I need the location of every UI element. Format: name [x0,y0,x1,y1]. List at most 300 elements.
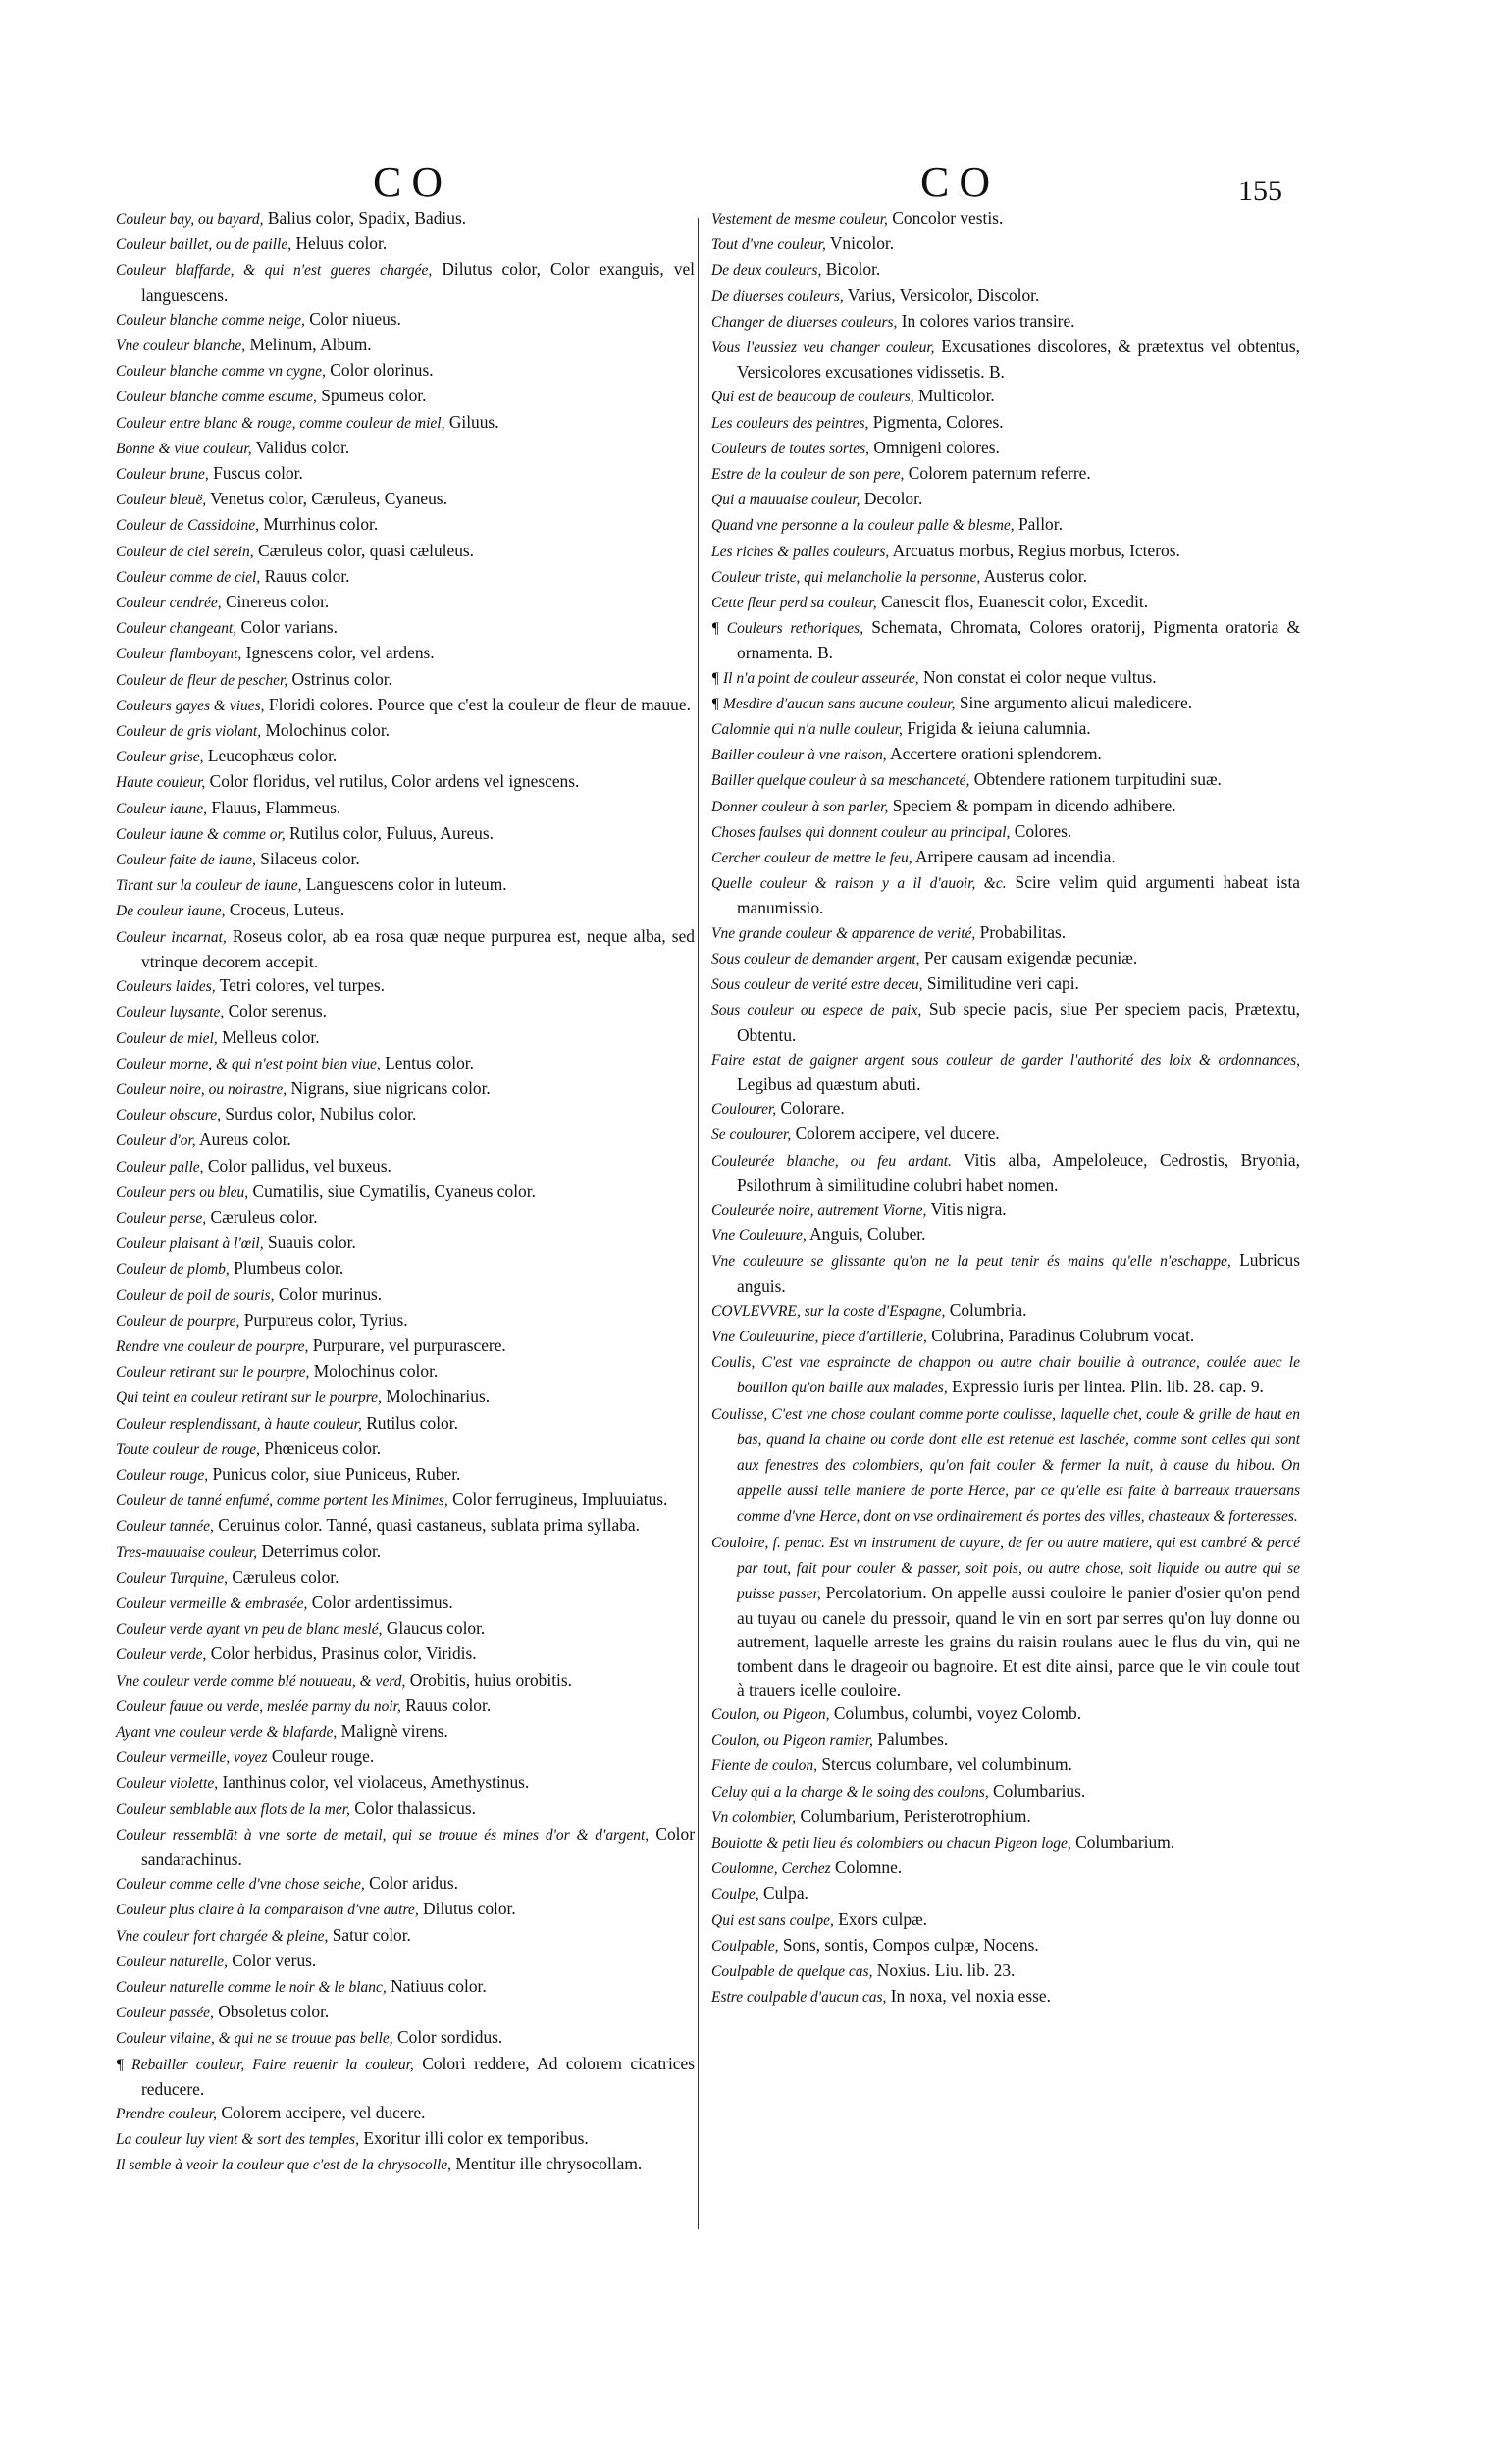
entry-french: Rendre vne couleur de pourpre, [116,1337,309,1355]
dictionary-entry [116,1359,695,1384]
entry-latin: Lentus color. [380,1052,474,1072]
entry-french: Couleur de ciel serein, [116,543,254,560]
entry-french: Bailler quelque couleur à sa meschanceté, [711,772,970,790]
entry-latin: Color serenus. [224,1001,328,1021]
dictionary-entry [711,284,1300,309]
entry-latin: Exoritur illi color ex temporibus. [358,2128,589,2149]
entry-french: De couleur iaune, [116,903,226,920]
dictionary-entry [711,845,1300,870]
dictionary-entry [116,257,695,306]
dictionary-entry [711,665,1300,691]
entry-french: COVLEVVRE, sur la coste d'Espagne, [711,1302,946,1320]
entry-latin: Glaucus color. [382,1618,486,1639]
entry-french: Vn colombier, [711,1808,797,1826]
entry-french: Couleur plaisant à l'œil, [116,1235,264,1253]
entry-latin: Melleus color. [217,1026,320,1047]
dictionary-entry [116,1923,695,1949]
entry-latin: Sub specie pacis, siue Per speciem pacis, Prætextu, Obtentu. [737,999,1301,1045]
dictionary-entry [711,997,1300,1046]
dictionary-entry [116,769,695,795]
dictionary-entry [711,539,1300,564]
entry-french: Couleur violette, [116,1775,219,1793]
dictionary-entry [116,539,695,564]
dictionary-entry [116,615,695,641]
entry-latin: Sine argumento alicui maledicere. [955,692,1193,712]
entry-latin: Ostrinus color. [287,668,392,689]
right-running-head: CO [920,158,1001,206]
entry-french: Vne couleur fort chargée & pleine, [116,1927,329,1945]
entry-latin: Colorem paternum referre. [904,463,1091,484]
entry-latin: Satur color. [328,1924,411,1945]
dictionary-entry [116,487,695,512]
dictionary-entry [116,1642,695,1667]
entry-latin: Deterrimus color. [257,1540,382,1561]
entry-latin: Flauus, Flammeus. [207,797,341,817]
dictionary-entry [711,794,1300,819]
dictionary-entry [711,487,1300,512]
entry-french: Couleur comme celle d'vne chose seiche, [116,1876,365,1894]
entry-french: Quelle couleur & raison y a il d'auoir, &c. [711,875,1007,893]
entry-latin: Pallor. [1014,514,1063,535]
entry-latin: Rauus color. [260,565,350,586]
entry-latin: Malignè virens. [337,1720,448,1741]
entry-latin: Croceus, Luteus. [225,900,345,920]
entry-french: Couleur obscure, [116,1107,222,1124]
entry-latin: Palumbes. [872,1729,949,1749]
entry-french: Les couleurs des peintres, [711,414,869,432]
entry-latin: Omnigeni colores. [869,437,1000,457]
dictionary-entry [711,1855,1300,1881]
entry-french: Toute couleur de rouge, [116,1440,260,1458]
column-divider [698,218,699,2229]
entry-french: Couleur comme de ciel, [116,568,261,586]
dictionary-entry [711,590,1300,615]
entry-french: ¶ Mesdire d'aucun sans aucune couleur, [711,695,956,712]
entry-french: Vne couleuure se glissante qu'on ne la peut tenir és mains qu'elle n'eschappe, [711,1253,1231,1271]
entry-latin: Stercus columbare, vel columbinum. [817,1754,1072,1775]
dictionary-entry [116,307,695,333]
dictionary-entry [116,2152,695,2177]
dictionary-entry [711,1248,1300,1297]
entry-latin: Cumatilis, siue Cymatilis, Cyaneus color. [248,1180,536,1201]
dictionary-entry [711,946,1300,971]
dictionary-entry [711,1223,1300,1248]
dictionary-entry [116,847,695,872]
dictionary-entry [116,718,695,744]
entry-latin: Fuscus color. [208,463,303,484]
entry-french: Couleur faite de iaune, [116,852,256,869]
dictionary-entry [116,1719,695,1745]
entry-french: Calomnie qui n'a nulle couleur, [711,721,903,739]
dictionary-entry [116,1513,695,1539]
dictionary-entry [711,1401,1300,1530]
dictionary-entry [116,1051,695,1076]
entry-latin: Decolor. [860,489,923,509]
entry-french: Se coulourer, [711,1126,792,1144]
entry-latin: Color varians. [236,617,338,638]
entry-french: Il semble à veoir la couleur que c'est de la chrysocolle, [116,2157,452,2174]
entry-french: ¶ Rebailler couleur, Faire reuenir la couleur, [116,2056,414,2073]
dictionary-entry [116,641,695,666]
entry-latin: Arripere causam ad incendia. [912,847,1116,867]
entry-french: Couleurée blanche, ou feu ardant. [711,1152,952,1170]
entry-french: Couleur blanche comme vn cygne, [116,363,326,381]
entry-latin: Rauus color. [400,1695,492,1715]
entry-latin: Murrhinus color. [258,514,379,535]
dictionary-entry [116,590,695,615]
entry-french: Couleur semblable aux flots de la mer, [116,1801,350,1818]
entry-french: Couleur incarnat, [116,928,227,946]
dictionary-entry [116,1102,695,1127]
entry-french: Couleur brune, [116,466,209,484]
entry-french: Faire estat de gaigner argent sous couleur de garder l'authorité des loix & ordonnances, [711,1051,1300,1069]
entry-french: Couleur de gris violant, [116,723,262,741]
dictionary-entry [116,1256,695,1281]
dictionary-entry [116,1384,695,1410]
entry-latin: Colorare. [776,1098,845,1119]
dictionary-entry [116,1411,695,1436]
entry-french: Bailler couleur à vne raison, [711,747,887,764]
dictionary-entry [116,1540,695,1565]
dictionary-entry [116,1127,695,1153]
entry-french: Sous couleur de verité estre deceu, [711,976,923,994]
dictionary-entry [116,1487,695,1513]
entry-french: Couleur de Cassidoine, [116,517,259,535]
entry-french: Vestement de mesme couleur, [711,211,888,228]
entry-latin: Rutilus color. [361,1412,458,1433]
entry-french: Vous l'eussiez veu changer couleur, [711,339,935,357]
dictionary-entry [711,309,1300,335]
entry-french: Couleur blanche comme neige, [116,311,305,329]
dictionary-entry [116,1462,695,1487]
dictionary-entry [116,2101,695,2126]
dictionary-entry [116,744,695,769]
entry-latin: Color ferrugineus, Impluuiatus. [447,1489,668,1510]
entry-latin: Vnicolor. [825,234,895,254]
entry-latin: Heluus color. [291,234,388,254]
entry-latin: Expressio iuris per lintea. Plin. lib. 28. cap. 9. [947,1377,1264,1397]
entry-french: Couleur fauue ou verde, meslée parmy du noir, [116,1697,401,1715]
entry-french: Celuy qui a la charge & le soing des coulons, [711,1783,989,1801]
entry-latin: Languescens color in luteum. [301,874,507,895]
dictionary-entry [116,924,695,973]
dictionary-entry [711,1752,1300,1778]
entry-latin: Legibus ad quæstum abuti. [737,1073,921,1094]
entry-latin: Color verus. [227,1950,317,1970]
dictionary-entry [711,1324,1300,1349]
entry-latin: Nigrans, siue nigricans color. [287,1077,491,1098]
entry-french: Tres-mauuaise couleur, [116,1543,258,1561]
dictionary-entry [711,691,1300,716]
entry-french: Coulon, ou Pigeon ramier, [711,1732,873,1749]
dictionary-entry [711,1701,1300,1727]
dictionary-entry [116,384,695,409]
entry-french: Couleur naturelle comme le noir & le blanc, [116,1979,387,1997]
entry-latin: Plumbeus color. [229,1258,344,1279]
dictionary-entry [711,257,1300,283]
dictionary-entry [116,1822,695,1871]
entry-latin: Dilutus color, Color exanguis, vel languescens. [141,259,696,305]
dictionary-entry [116,1797,695,1822]
entry-french: La couleur luy vient & sort des temples, [116,2131,359,2149]
entry-french: Couleur blaffarde, & qui n'est gueres chargée, [116,262,433,280]
entry-latin: Purpureus color, Tyrius. [239,1309,408,1330]
entry-french: Couleur plus claire à la comparaison d'vne autre, [116,1902,419,1919]
entry-french: Vne couleur verde comme blé nouueau, & verd, [116,1672,406,1690]
entry-french: Couleur ressemblāt à vne sorte de metail, qui se trouue és mines d'or & d'argent, [116,1826,650,1844]
entry-french: Couleur bleuë, [116,492,207,509]
dictionary-entry [116,898,695,923]
entry-latin: Punicus color, siue Puniceus, Ruber. [208,1463,461,1484]
entry-french: ¶ Il n'a point de couleur asseurée, [711,669,919,687]
dictionary-entry [711,335,1300,384]
entry-latin: Varius, Versicolor, Discolor. [843,285,1040,305]
dictionary-entry [116,436,695,461]
entry-french: Couleur passée, [116,2005,214,2022]
entry-latin: Molochinus color. [309,1361,439,1382]
entry-french: Fiente de coulon, [711,1757,818,1775]
entry-latin: Ianthinus color, vel violaceus, Amethystinus. [218,1772,530,1793]
dictionary-entry [711,1830,1300,1855]
entry-french: Couleurs laides, [116,978,216,996]
entry-french: Couleur de fleur de pescher, [116,671,288,689]
dictionary-entry [711,1984,1300,2009]
dictionary-entry [116,1745,695,1770]
entry-latin: Colubrina, Paradinus Colubrum vocat. [926,1325,1195,1345]
dictionary-entry [711,1349,1300,1400]
entry-french: Couleur resplendissant, à haute couleur, [116,1415,362,1433]
dictionary-entry [116,333,695,358]
entry-french: Choses faulses qui donnent couleur au principal, [711,823,1011,841]
entry-french: Tout d'vne couleur, [711,236,826,254]
entry-french: Qui teint en couleur retirant sur le pourpre, [116,1389,382,1407]
dictionary-entry [116,2000,695,2025]
dictionary-entry [711,1096,1300,1122]
entry-latin: Excusationes discolores, & prætextus vel obtentus, Versicolores excusationes vidissetis. B. [737,337,1300,383]
entry-latin: Color sordidus. [392,2027,503,2048]
dictionary-entry [711,410,1300,436]
dictionary-entry [711,436,1300,461]
entry-french: Changer de diuerses couleurs, [711,313,898,331]
entry-latin: Couleur rouge. [267,1747,375,1767]
dictionary-entry [116,693,695,718]
entry-latin: Cæruleus color. [227,1566,339,1587]
dictionary-entry [116,1897,695,1922]
entry-latin: Cæruleus color. [206,1206,318,1226]
entry-latin: Melinum, Album. [245,335,372,355]
entry-latin: Colorem accipere, vel ducere. [217,2103,426,2123]
dictionary-entry [116,1770,695,1796]
dictionary-entry [116,1308,695,1333]
entry-french: Couleur flamboyant, [116,646,242,663]
dictionary-entry [711,206,1300,232]
entry-french: Coulon, ou Pigeon, [711,1705,830,1723]
entry-latin: Aureus color. [195,1129,291,1150]
dictionary-entry [116,821,695,847]
dictionary-entry [116,1076,695,1102]
entry-french: Haute couleur, [116,774,206,792]
entry-latin: Lubricus anguis. [737,1250,1301,1296]
entry-latin: Color aridus. [364,1873,458,1894]
dictionary-entry [116,1154,695,1179]
entry-latin: Scire velim quid argumenti habeat ista manumissio. [737,872,1300,918]
entry-latin: Schemata, Chromata, Colores oratorij, Pigmenta oratoria & ornamenta. B. [737,617,1301,663]
dictionary-entry [116,1333,695,1359]
entry-latin: Columbria. [945,1299,1027,1320]
dictionary-entry [116,1282,695,1308]
entry-french: Couleur perse, [116,1209,207,1226]
entry-latin: Multicolor. [913,386,995,406]
entry-french: Couloire, f. penac. Est vn instrument de cuyure, de fer ou autre matiere, qui est cambré & percé par tout, fait pour couler & passer, soit pois, ou autre chose, soit liquide ou autre qui se puisse passer, [711,1534,1300,1602]
entry-latin: Leucophæus color. [203,746,338,766]
entry-french: Coulourer, [711,1101,777,1119]
entry-french: Coulomne, Cerchez [711,1860,831,1878]
dictionary-entry [116,206,695,232]
entry-french: Qui a mauuaise couleur, [711,492,860,509]
entry-french: ¶ Couleurs rethoriques, [711,620,864,638]
entry-french: Couleur rouge, [116,1466,209,1484]
dictionary-entry [116,1025,695,1051]
dictionary-entry [711,1148,1300,1197]
entry-latin: Ignescens color, vel ardens. [241,643,435,663]
entry-french: Cercher couleur de mettre le feu, [711,850,912,867]
dictionary-entry [711,232,1300,257]
entry-latin: Validus color. [251,437,350,457]
dictionary-entry [116,564,695,590]
entry-latin: Noxius. Liu. lib. 23. [872,1960,1016,1981]
entry-french: Vne grande couleur & apparence de verité, [711,924,976,942]
dictionary-entry [116,1616,695,1642]
entry-french: Tirant sur la couleur de iaune, [116,877,302,895]
entry-latin: Cæruleus color, quasi cæluleus. [253,540,475,560]
entry-french: Couleur vilaine, & qui ne se trouue pas belle, [116,2030,393,2048]
dictionary-entry [116,872,695,898]
dictionary-entry [711,920,1300,946]
entry-latin: Concolor vestis. [887,208,1004,228]
entry-french: Couleur morne, & qui n'est point bien viue, [116,1055,381,1072]
entry-latin: Percolatorium. On appelle aussi couloire le panier d'osier qu'on pend au tuyau ou canele du pressoir, quand le vin en sort par serres qu'on luy donne ou autrement, laquelle arreste les grains du raisin roulans auec le flus du vin, qui ne tombent dans le drageoir ou bagnoire. Et est dite ainsi, parce que le vin coule tout à trauers icelle couloire. [737,1582,1301,1699]
dictionary-entry [116,1871,695,1897]
dictionary-entry [711,1779,1300,1804]
dictionary-entry [116,1694,695,1719]
entry-french: Sous couleur ou espece de paix, [711,1002,922,1019]
entry-french: De diuerses couleurs, [711,287,844,305]
entry-french: Qui est sans coulpe, [711,1911,834,1929]
entry-french: Couleur verde, [116,1646,207,1664]
right-column [711,206,1300,2009]
entry-latin: Columbus, columbi, voyez Colomb. [829,1702,1082,1723]
dictionary-entry [116,973,695,999]
entry-french: Vne Couleuurine, piece d'artillerie, [711,1328,927,1345]
dictionary-entry [116,1179,695,1205]
dictionary-entry [711,1804,1300,1830]
entry-french: Coulpable, [711,1937,779,1955]
entry-french: Quand vne personne a la couleur palle & blesme, [711,517,1015,535]
entry-latin: Culpa. [758,1883,808,1904]
entry-latin: Obsoletus color. [213,2002,330,2022]
entry-latin: In colores varios transire. [897,310,1075,331]
entry-french: Bonne & viue couleur, [116,440,252,457]
entry-latin: Balius color, Spadix, Badius. [263,208,467,228]
entry-french: Couleur entre blanc & rouge, comme couleur de miel, [116,414,445,432]
entry-french: De deux couleurs, [711,262,822,280]
entry-french: Couleur de miel, [116,1029,218,1047]
entry-latin: Floridi colores. Pource que c'est la couleur de fleur de mauue. [264,694,691,714]
entry-french: Coulpable de quelque cas, [711,1963,873,1981]
entry-latin: Similitudine veri capi. [922,973,1079,994]
entry-french: Couleur palle, [116,1158,204,1175]
entry-latin: Exors culpæ. [833,1908,928,1929]
entry-latin: Giluus. [444,411,499,432]
left-column [116,206,695,2178]
entry-french: Les riches & palles couleurs, [711,543,890,560]
entry-latin: Orobitis, huius orobitis. [405,1669,572,1690]
entry-french: Couleur vermeille & embrasée, [116,1594,308,1612]
dictionary-entry [116,1591,695,1616]
entry-french: Couleur pers ou bleu, [116,1183,249,1201]
entry-french: Bouiotte & petit lieu és colombiers ou chacun Pigeon loge, [711,1835,1071,1852]
entry-french: Coulisse, C'est vne chose coulant comme porte coulisse, laquelle chet, coule & grille de haut en bas, quand la chaine ou corde dont elle est retenuë est laschée, comme sont celles qui sont aux fenestres des colombiers, qu'on fait couler & fermer la nuit, à cause du hibou. On appelle aussi telle maniere de porte Herce, par ce qu'elle est faite à barreaux trauersans comme d'vne Herce, dont on vse ordinairement és portes des villes, chasteaux & forteresses. [711,1405,1300,1526]
entry-french: Couleur noire, ou noirastre, [116,1080,287,1098]
entry-latin: Color floridus, vel rutilus, Color ardens vel ignescens. [205,771,580,792]
entry-french: Couleur retirant sur le pourpre, [116,1364,310,1382]
dictionary-entry [116,1565,695,1591]
entry-french: Cette fleur perd sa couleur, [711,595,877,612]
entry-latin: Suauis color. [263,1232,356,1253]
dictionary-entry [711,742,1300,767]
dictionary-entry [116,2052,695,2101]
entry-latin: In noxa, vel noxia esse. [886,1986,1051,2007]
entry-french: Couleur de tanné enfumé, comme portent les Minimes, [116,1492,448,1510]
dictionary-entry [711,819,1300,845]
dictionary-entry [711,767,1300,793]
dictionary-entry [116,999,695,1024]
entry-latin: Rutilus color, Fuluus, Aureus. [285,822,494,843]
entry-latin: Venetus color, Cæruleus, Cyaneus. [206,489,447,509]
dictionary-entry [711,870,1300,919]
entry-latin: Purpurare, vel purpurascere. [308,1334,506,1355]
dictionary-entry [116,796,695,821]
entry-french: Coulis, C'est vne espraincte de chappon ou autre chair bouilie à outrance, coulée auec le bouillon qu'on baille aux malades, [711,1354,1300,1397]
entry-latin: Tetri colores, vel turpes. [215,975,385,996]
entry-french: Couleur de poil de souris, [116,1286,275,1304]
dictionary-entry [116,1974,695,2000]
entry-french: Couleur cendrée, [116,595,222,612]
entry-french: Sous couleur de demander argent, [711,950,920,967]
dictionary-entry [711,716,1300,742]
entry-latin: Colomne. [830,1857,903,1878]
entry-latin: Cinereus color. [221,592,330,612]
entry-french: Donner couleur à son parler, [711,798,889,815]
left-running-head: CO [373,158,453,206]
entry-french: Vne Couleuure, [711,1227,807,1245]
entry-latin: Mentitur ille chrysocollam. [451,2154,643,2174]
dictionary-entry [711,971,1300,997]
dictionary-entry [711,384,1300,409]
entry-french: Couleur iaune & comme or, [116,825,286,843]
entry-french: Estre de la couleur de son pere, [711,466,905,484]
dictionary-entry [116,461,695,487]
dictionary-entry [116,2025,695,2051]
dictionary-entry [116,410,695,436]
entry-french: Couleur triste, qui melancholie la personne, [711,568,981,586]
entry-latin: Roseus color, ab ea rosa quæ neque purpurea est, neque alba, sed vtrinque decorem accepit. [141,925,695,971]
entry-latin: Color pallidus, vel buxeus. [203,1155,391,1175]
dictionary-entry [711,1933,1300,1958]
entry-latin: Color niueus. [304,308,401,329]
entry-french: Couleur de pourpre, [116,1312,240,1330]
entry-latin: Color sandarachinus. [141,1823,695,1869]
